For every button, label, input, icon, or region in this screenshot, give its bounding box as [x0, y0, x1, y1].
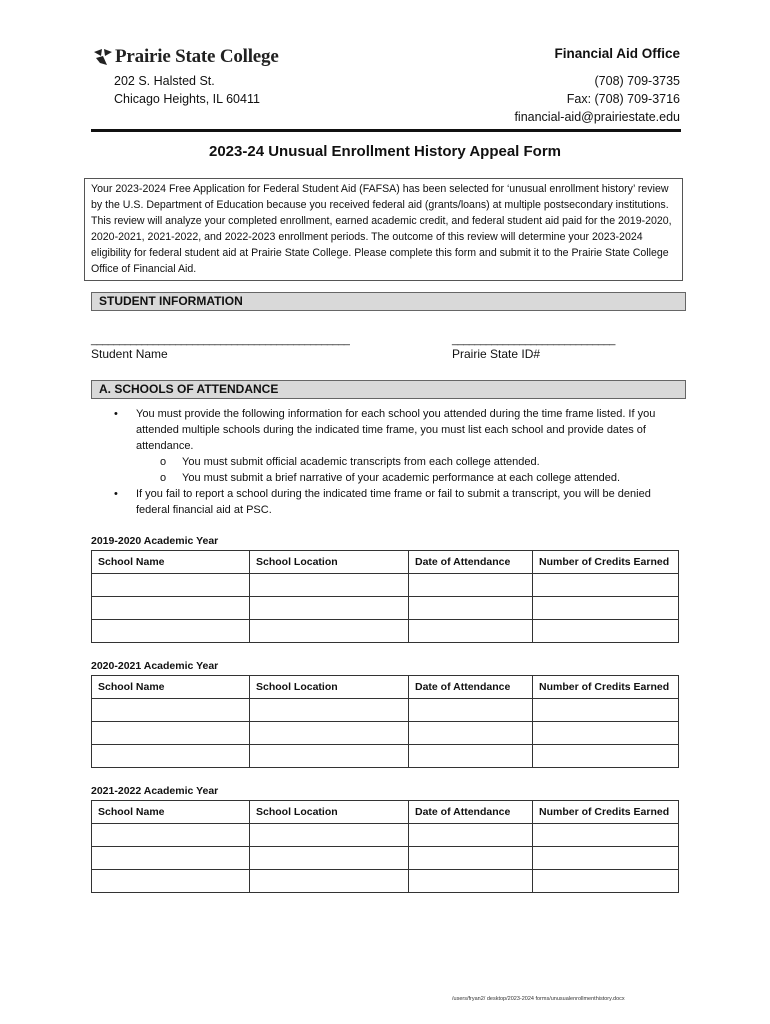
year-label-2019-2020: 2019-2020 Academic Year	[91, 535, 219, 547]
student-id-line[interactable]: _____________________________	[452, 334, 615, 346]
column-header-date-of-attendance: Date of Attendance	[409, 801, 533, 824]
table-row	[92, 847, 679, 870]
header-divider	[91, 129, 681, 132]
year-label-2020-2021: 2020-2021 Academic Year	[91, 660, 219, 672]
school-name-cell[interactable]	[92, 870, 250, 893]
school-name-cell[interactable]	[92, 597, 250, 620]
credits-earned-cell[interactable]	[533, 699, 679, 722]
college-address	[114, 72, 260, 108]
sub-bullet-marker: o	[160, 472, 167, 484]
credits-earned-cell[interactable]	[533, 824, 679, 847]
column-header-date-of-attendance: Date of Attendance	[409, 676, 533, 699]
fax-number: Fax: (708) 709-3716	[566, 92, 680, 106]
address-line-1: 202 S. Halsted St.	[114, 74, 215, 88]
table-row	[92, 870, 679, 893]
college-emblem-icon	[93, 48, 113, 66]
form-title: 2023-24 Unusual Enrollment History Appeal Form	[208, 143, 562, 160]
sub-instruction-1: You must submit official academic transcripts from each college attended.	[182, 456, 540, 468]
date-of-attendance-cell[interactable]	[409, 824, 533, 847]
school-location-cell[interactable]	[250, 847, 409, 870]
school-location-cell[interactable]	[250, 870, 409, 893]
intro-text: Your 2023-2024 Free Application for Federal Student Aid (FAFSA) has been selected for ‘unusual enrollment history’ review by the U.S. Department of Education because you received federal aid (grants/loans) at multiple postsecondary institutions. This review will analyze your completed enrollment, earned academic credit, and federal student aid paid for the 2019-2020, 2020-2021, 2021-2022, and 2022-2023 enrollment periods. The outcome of this review will determine your 2023-2024 eligibility for federal student aid at Prairie State College. Please complete this form and submit it to the Prairie State College Office of Financial Aid.	[91, 183, 672, 275]
credits-earned-cell[interactable]	[533, 745, 679, 768]
list-item	[114, 486, 686, 518]
school-name-cell[interactable]	[92, 847, 250, 870]
schools-heading: A. SCHOOLS OF ATTENDANCE	[91, 380, 686, 399]
school-name-cell[interactable]	[92, 620, 250, 643]
table-row	[92, 620, 679, 643]
school-location-cell[interactable]	[250, 620, 409, 643]
list-item	[160, 454, 686, 470]
table-row	[92, 597, 679, 620]
bullet-marker: •	[114, 488, 118, 500]
bullet-marker: •	[114, 408, 118, 420]
column-header-school-name: School Name	[92, 551, 250, 574]
address-line-2: Chicago Heights, IL 60411	[114, 92, 260, 106]
college-logo	[93, 46, 279, 68]
column-header-school-location: School Location	[250, 676, 409, 699]
date-of-attendance-cell[interactable]	[409, 620, 533, 643]
table-row	[92, 824, 679, 847]
school-name-cell[interactable]	[92, 699, 250, 722]
column-header-credits-earned: Number of Credits Earned	[533, 551, 679, 574]
column-header-school-name: School Name	[92, 801, 250, 824]
instruction-1: You must provide the following information for each school you attended during the time frame listed. If you attended multiple schools during the indicated time frame, you must list each school and provide dates of attendance.	[136, 408, 656, 452]
student-id-label: Prairie State ID#	[452, 347, 541, 361]
table-row	[92, 745, 679, 768]
instruction-2: If you fail to report a school during the indicated time frame or fail to submit a transcript, you will be denied federal financial aid at PSC.	[136, 488, 651, 516]
school-name-cell[interactable]	[92, 722, 250, 745]
student-name-line[interactable]: ______________________________________________	[91, 334, 350, 346]
email-address: financial-aid@prairiestate.edu	[514, 110, 680, 124]
sub-instruction-2: You must submit a brief narrative of your academic performance at each college attended.	[182, 472, 621, 484]
phone-number: (708) 709-3735	[594, 74, 680, 88]
credits-earned-cell[interactable]	[533, 620, 679, 643]
school-location-cell[interactable]	[250, 824, 409, 847]
schools-table-2020-2021	[91, 675, 679, 768]
file-path-footer: /users/fryan2/ desktop/2023-2024 forms/unusualenrollmenthistory.docx	[452, 996, 625, 1002]
contact-info	[514, 72, 680, 126]
table-row	[92, 722, 679, 745]
college-name: Prairie State College	[115, 46, 279, 67]
school-name-cell[interactable]	[92, 574, 250, 597]
credits-earned-cell[interactable]	[533, 574, 679, 597]
credits-earned-cell[interactable]	[533, 722, 679, 745]
instructions-list	[91, 406, 686, 518]
school-location-cell[interactable]	[250, 722, 409, 745]
column-header-school-location: School Location	[250, 551, 409, 574]
intro-box	[84, 178, 683, 281]
schools-table-2021-2022	[91, 800, 679, 893]
school-name-cell[interactable]	[92, 745, 250, 768]
date-of-attendance-cell[interactable]	[409, 597, 533, 620]
column-header-credits-earned: Number of Credits Earned	[533, 801, 679, 824]
table-row	[92, 574, 679, 597]
column-header-school-location: School Location	[250, 801, 409, 824]
date-of-attendance-cell[interactable]	[409, 699, 533, 722]
date-of-attendance-cell[interactable]	[409, 847, 533, 870]
credits-earned-cell[interactable]	[533, 870, 679, 893]
student-info-heading: STUDENT INFORMATION	[91, 292, 686, 311]
date-of-attendance-cell[interactable]	[409, 745, 533, 768]
list-item	[114, 406, 686, 486]
school-location-cell[interactable]	[250, 574, 409, 597]
list-item	[160, 470, 686, 486]
school-location-cell[interactable]	[250, 699, 409, 722]
school-name-cell[interactable]	[92, 824, 250, 847]
school-location-cell[interactable]	[250, 597, 409, 620]
sub-bullet-marker: o	[160, 456, 167, 468]
year-label-2021-2022: 2021-2022 Academic Year	[91, 785, 219, 797]
school-location-cell[interactable]	[250, 745, 409, 768]
table-row	[92, 699, 679, 722]
date-of-attendance-cell[interactable]	[409, 722, 533, 745]
credits-earned-cell[interactable]	[533, 847, 679, 870]
student-name-label: Student Name	[91, 347, 168, 361]
column-header-date-of-attendance: Date of Attendance	[409, 551, 533, 574]
office-name: Financial Aid Office	[554, 46, 680, 61]
date-of-attendance-cell[interactable]	[409, 870, 533, 893]
credits-earned-cell[interactable]	[533, 597, 679, 620]
date-of-attendance-cell[interactable]	[409, 574, 533, 597]
column-header-school-name: School Name	[92, 676, 250, 699]
column-header-credits-earned: Number of Credits Earned	[533, 676, 679, 699]
schools-table-2019-2020	[91, 550, 679, 643]
